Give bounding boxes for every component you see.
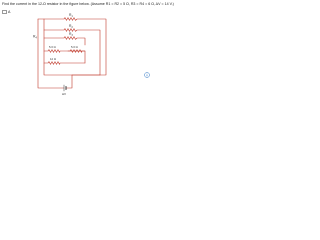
resistor-12 — [48, 62, 60, 65]
answer-unit: A — [8, 9, 11, 14]
label-r4: $R_4$ — [33, 34, 37, 40]
label-5a: 5.0 Ω — [49, 44, 56, 49]
resistor-r3 — [64, 37, 77, 40]
wire-r4-right — [60, 51, 85, 63]
info-icon[interactable] — [144, 72, 150, 78]
wire-r3-right — [77, 38, 85, 45]
wire-left-outer — [38, 19, 64, 88]
label-battery: ΔV — [62, 92, 67, 96]
answer-input[interactable] — [2, 10, 7, 14]
resistor-r1 — [64, 18, 77, 21]
circuit-diagram — [30, 12, 130, 96]
resistor-5a — [48, 50, 60, 53]
label-r3: $R_3$ — [69, 31, 73, 37]
wire-battery-right — [66, 75, 72, 88]
wire-top-inner-right — [77, 30, 100, 75]
battery-symbol — [64, 85, 66, 91]
wire-top-inner — [44, 19, 64, 30]
question-text: Find the current in the 12-Ω resistor in the figure below. (Assume R1 = R2 = 5 Ω, R3 = R4 = 6 Ω, ΔV = 14 V.) — [2, 2, 174, 6]
label-r1: $R_1$ — [69, 12, 73, 18]
label-r2: $R_2$ — [69, 23, 73, 29]
label-12: 12 Ω — [50, 56, 56, 61]
label-5b: 5.0 Ω — [71, 44, 78, 49]
